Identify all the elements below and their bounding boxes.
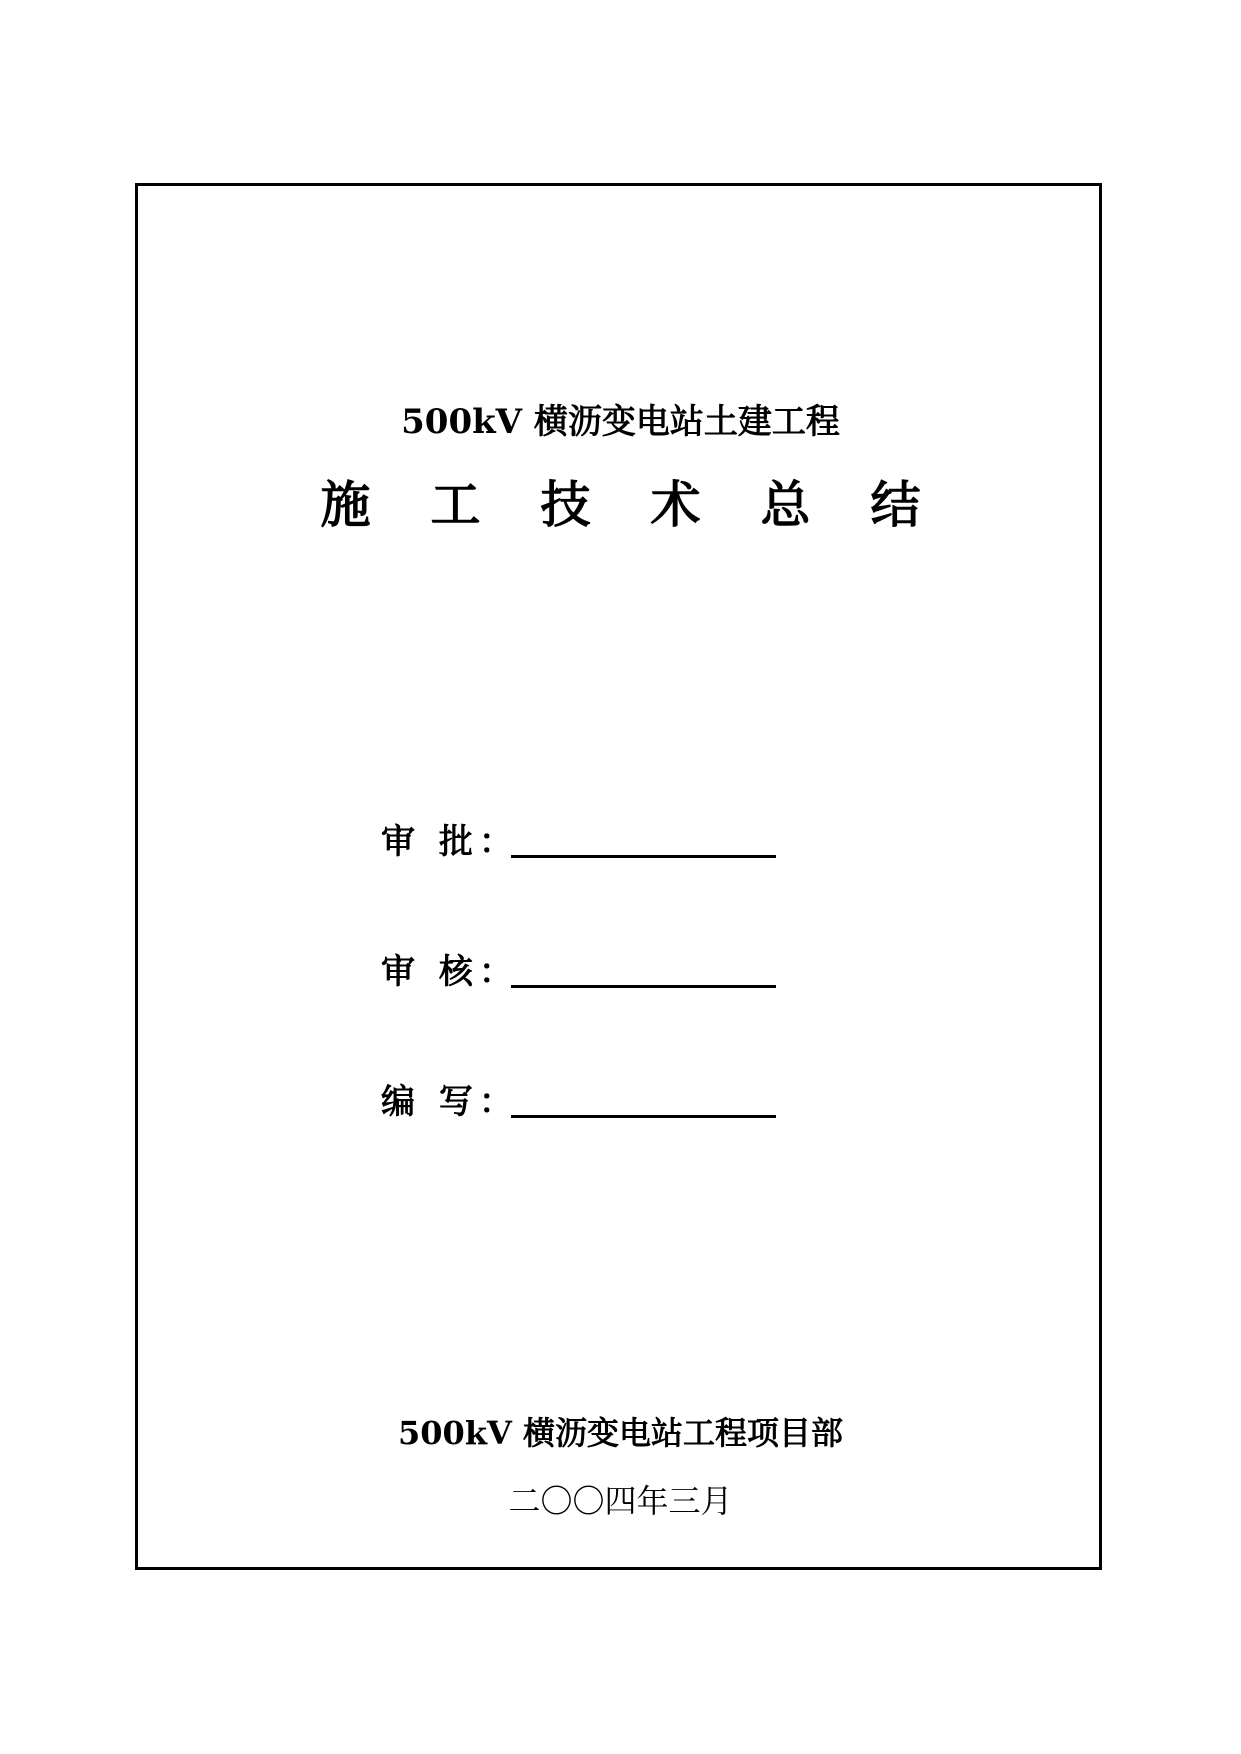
document-title [0, 472, 1241, 538]
author-label: 编 写： [381, 1082, 519, 1122]
author-row [381, 1080, 776, 1124]
title-char: 总 [760, 475, 811, 534]
organization-name: 500kV 横沥变电站工程项目部 [398, 1414, 843, 1452]
review-row [381, 950, 776, 994]
approval-signature-line [511, 855, 776, 858]
title-char: 技 [540, 475, 591, 534]
title-char: 施 [320, 475, 371, 534]
document-date: 二〇〇四年三月 [508, 1482, 733, 1520]
approval-label: 审 批： [381, 822, 519, 862]
title-char: 术 [650, 475, 701, 534]
approval-row [381, 820, 776, 864]
title-char: 结 [870, 475, 921, 534]
project-subtitle: 500kV 横沥变电站土建工程 [401, 402, 840, 442]
author-signature-line [511, 1115, 776, 1118]
cover-border [135, 183, 1102, 1570]
review-label: 审 核： [381, 952, 519, 992]
title-char: 工 [430, 475, 481, 534]
review-signature-line [511, 985, 776, 988]
